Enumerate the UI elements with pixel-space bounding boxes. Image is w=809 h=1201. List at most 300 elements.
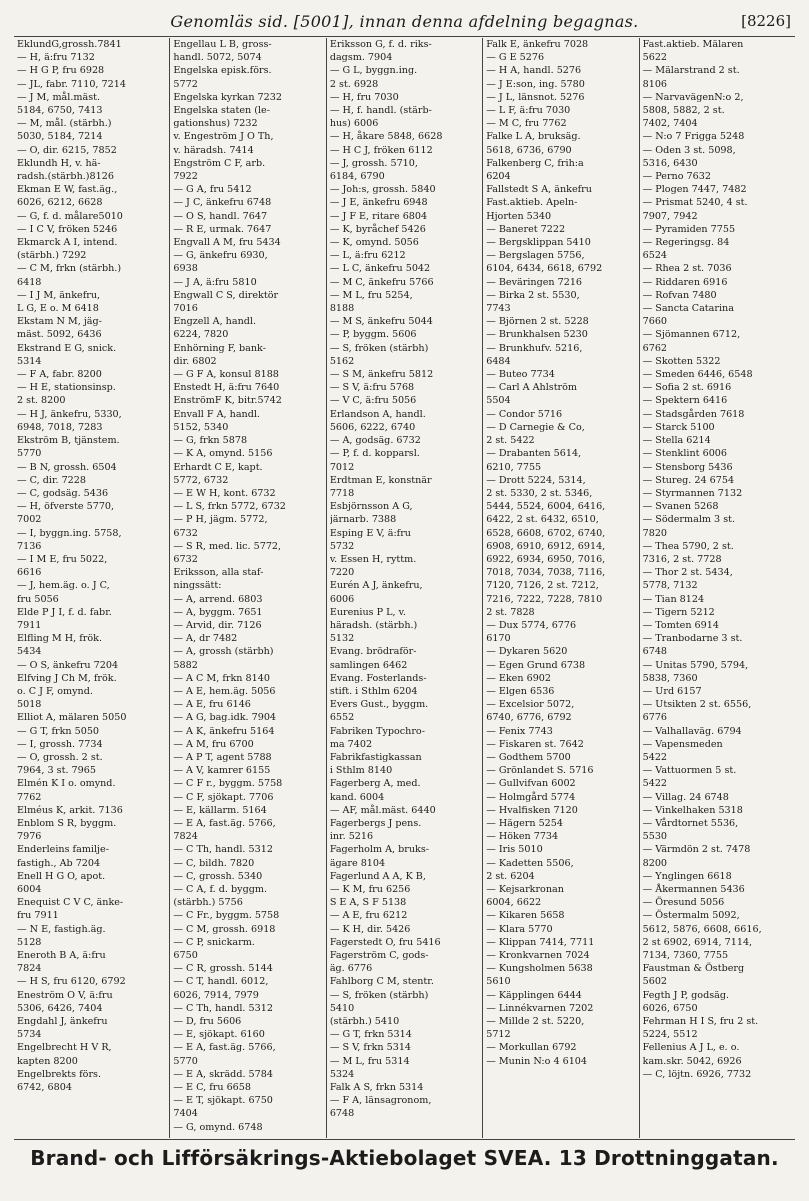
- directory-entry-line: — Rhea 2 st. 7036: [642, 263, 732, 275]
- directory-entry-line: 7762: [17, 791, 42, 803]
- directory-entry-line: — Riddaren 6916: [642, 276, 728, 288]
- directory-entry-line: 2 st. 5422: [486, 435, 535, 447]
- directory-entry-line: dagsm. 7904: [329, 52, 393, 64]
- directory-entry-line: — J, hem.äg. o. J C,: [17, 580, 110, 592]
- directory-entry-line: 5778, 7132: [642, 580, 698, 592]
- directory-entry-line: Ekman E W, fast.äg.,: [17, 184, 118, 196]
- directory-entry-line: — Plogen 7447, 7482: [642, 184, 747, 196]
- directory-entry-line: — J A, ä:fru 5810: [173, 276, 257, 288]
- directory-entry-line: — E, sjökapt. 6160: [173, 1029, 265, 1041]
- directory-entry-line: Evang. Fosterlands-: [329, 672, 427, 684]
- directory-entry-line: — L S, frkn 5772, 6732: [173, 501, 286, 513]
- directory-entry-line: 5530: [642, 831, 668, 843]
- directory-entry-line: (stärbh.) 5410: [329, 1016, 400, 1028]
- directory-entry-line: — C, grossh. 5340: [173, 870, 263, 882]
- directory-entry-line: — Thor 2 st. 5434,: [642, 567, 733, 579]
- directory-entry-line: 6552: [329, 712, 355, 724]
- directory-entry-line: 5504: [486, 395, 511, 407]
- directory-entry-line: v. Engeström J O Th,: [173, 131, 274, 143]
- directory-entry-line: 5324: [329, 1068, 355, 1080]
- directory-entry-line: — K, omynd. 5056: [329, 237, 419, 249]
- directory-entry-line: — G F A, konsul 8188: [173, 369, 279, 381]
- directory-entry-line: 7316, 2 st. 7728: [642, 553, 722, 565]
- directory-entry-line: — I M E, fru 5022,: [17, 553, 108, 565]
- directory-entry-line: — S, fröken (stärbh): [329, 342, 429, 354]
- directory-entry-line: — A C M, frkn 8140: [173, 672, 270, 684]
- directory-entry-line: — G E 5276: [486, 52, 545, 64]
- directory-entry-line: 6948, 7018, 7283: [17, 421, 103, 433]
- directory-entry-line: — A, godsäg. 6732: [329, 435, 421, 447]
- directory-entry-line: 8106: [642, 78, 668, 90]
- directory-entry-line: Fabriken Typochro-: [329, 725, 425, 737]
- directory-entry-line: 5732: [329, 540, 355, 552]
- directory-entry-line: — K, byråchef 5426: [329, 223, 426, 235]
- directory-entry-line: — J, grossh. 5710,: [329, 157, 418, 169]
- directory-entry-line: Eurenius P L, v.: [329, 606, 406, 618]
- directory-entry-line: Fast.aktieb. Mälaren: [642, 39, 744, 50]
- directory-entry-line: — Stadsgården 7618: [642, 408, 745, 420]
- directory-entry-line: Enequist C V C, änke-: [17, 897, 124, 909]
- directory-entry-line: 5162: [329, 355, 355, 367]
- directory-entry-line: — J C, änkefru 6748: [173, 197, 272, 209]
- directory-entry-line: — Unitas 5790, 5794,: [642, 659, 749, 671]
- directory-entry-line: Ekström B, tjänstem.: [17, 435, 120, 447]
- directory-entry-line: 5444, 5524, 6004, 6416,: [486, 501, 606, 513]
- directory-entry-line: 2 st. 6928: [329, 78, 379, 90]
- directory-entry-line: Erhardt C E, kapt.: [173, 461, 263, 473]
- directory-entry-line: 6762: [642, 342, 668, 354]
- directory-entry-line: — Starck 5100: [642, 421, 715, 433]
- directory-entry-line: v. häradsh. 7414: [173, 144, 254, 156]
- directory-entry-line: — Smeden 6446, 6548: [642, 369, 753, 381]
- directory-entry-line: — H, f. handl. (stärb-: [329, 105, 432, 117]
- directory-entry-line: — Linnékvarnen 7202: [486, 1002, 594, 1014]
- directory-entry-line: 6170: [486, 633, 511, 645]
- directory-entry-line: ägare 8104: [329, 857, 386, 869]
- directory-entry-line: 2 st. 5330, 2 st. 5346,: [486, 487, 593, 499]
- directory-entry-line: — Birka 2 st. 5530,: [486, 289, 580, 301]
- directory-entry-line: Falkenberg C, frih:a: [486, 157, 584, 169]
- directory-entry-line: fru 7911: [17, 910, 59, 922]
- directory-entry-line: — Dykaren 5620: [486, 646, 568, 658]
- directory-entry-line: häradsh. (stärbh.): [329, 619, 418, 631]
- footer-divider: [14, 1139, 795, 1140]
- directory-entry-line: — Morkullan 6792: [486, 1042, 577, 1054]
- directory-entry-line: — H G P, fru 6928: [17, 65, 105, 77]
- directory-entry-line: Elmén K I o. omynd.: [17, 778, 116, 790]
- directory-entry-line: — Gullvifvan 6002: [486, 778, 576, 790]
- directory-entry-line: Fegth J P, godsäg.: [642, 989, 730, 1001]
- directory-entry-line: 7018, 7034, 7038, 7116,: [486, 567, 606, 579]
- directory-entry-line: Eneström O V, ä:fru: [17, 989, 113, 1001]
- page-code: [8226]: [741, 12, 791, 30]
- directory-entry-line: — Sjömannen 6712,: [642, 329, 741, 341]
- directory-entry-line: Elliot A, mälaren 5050: [17, 712, 127, 724]
- directory-entry-line: Fallstedt S A, änkefru: [486, 184, 592, 196]
- directory-entry-line: — N:o 7 Frigga 5248: [642, 131, 745, 143]
- directory-entry-line: — Sancta Catarina: [642, 303, 734, 315]
- directory-entry-line: mäst. 5092, 6436: [17, 329, 102, 341]
- directory-entry-line: — Carl A Ahlström: [486, 382, 578, 394]
- directory-entry-line: 6026, 6212, 6628: [17, 197, 103, 209]
- directory-entry-line: 7402, 7404: [642, 118, 698, 130]
- directory-entry-line: — A, grossh (stärbh): [173, 646, 274, 658]
- directory-entry-line: 5422: [642, 751, 668, 763]
- directory-entry-line: — C, löjtn. 6926, 7732: [642, 1068, 752, 1080]
- directory-entry-line: 7824: [173, 831, 198, 843]
- directory-entry-line: — Styrmannen 7132: [642, 487, 743, 499]
- directory-entry-line: ningssätt:: [173, 580, 222, 592]
- directory-entry-line: kam.skr. 5042, 6926: [642, 1055, 742, 1067]
- directory-entry-line: Fagerstedt O, fru 5416: [329, 936, 441, 948]
- directory-entry-line: Fast.aktieb. Apeln-: [486, 197, 578, 209]
- directory-entry-line: Fagerberg A, med.: [329, 778, 421, 790]
- directory-entry-line: 6750: [173, 950, 198, 962]
- directory-entry-line: 5410: [329, 1002, 355, 1014]
- directory-entry-line: — Rofvan 7480: [642, 289, 717, 301]
- directory-entry-line: 5772, 6732: [173, 474, 229, 486]
- directory-entry-line: — A E, fru 6146: [173, 699, 251, 711]
- directory-entry-line: 5316, 6430: [642, 157, 698, 169]
- directory-entry-line: — H, öfverste 5770,: [17, 501, 115, 513]
- directory-entry-line: — A P T, agent 5788: [173, 751, 272, 763]
- directory-entry-line: 7134, 7360, 7755: [642, 950, 729, 962]
- directory-entry-line: — E C, fru 6658: [173, 1082, 251, 1094]
- directory-entry-line: Engelska episk.förs.: [173, 65, 272, 77]
- directory-entry-line: 2 st 6902, 6914, 7114,: [642, 936, 753, 948]
- directory-entry-line: Erdtman E, konstnär: [329, 474, 432, 486]
- directory-entry-line: Engelbrekts förs.: [17, 1068, 102, 1080]
- directory-entry-line: — G A, fru 5412: [173, 184, 252, 196]
- directory-entry-line: Hjorten 5340: [486, 210, 552, 222]
- directory-entry-line: — Skotten 5322: [642, 355, 721, 367]
- directory-entry-line: — I J M, änkefru,: [17, 289, 101, 301]
- directory-entry-line: 7016: [173, 303, 198, 315]
- directory-entry-line: — C M, grossh. 6918: [173, 923, 276, 935]
- directory-entry-line: — C F r., byggm. 5758: [173, 778, 283, 790]
- directory-entry-line: — Villag. 24 6748: [642, 791, 729, 803]
- directory-entry-line: 6204: [486, 171, 511, 183]
- directory-entry-line: Enblom S R, byggm.: [17, 817, 117, 829]
- directory-entry-line: — Baneret 7222: [486, 223, 566, 235]
- directory-entry-line: kapten 8200: [17, 1055, 78, 1067]
- directory-entry-line: Engdahl J, änkefru: [17, 1016, 108, 1028]
- directory-entry-line: 8200: [642, 857, 668, 869]
- directory-entry-line: 7002: [17, 514, 42, 526]
- directory-entry-line: — O S, handl. 7647: [173, 210, 268, 222]
- directory-entry-line: 7136: [17, 540, 42, 552]
- directory-entry-line: — Godthem 5700: [486, 751, 571, 763]
- directory-entry-line: 7660: [642, 316, 668, 328]
- directory-entry-line: — M L, fru 5314: [329, 1055, 410, 1067]
- directory-entry-line: 6224, 7820: [173, 329, 229, 341]
- directory-entry-line: — Ynglingen 6618: [642, 870, 732, 882]
- page-header: [14, 8, 795, 37]
- directory-entry-line: 7907, 7942: [642, 210, 698, 222]
- directory-entry-line: — P, f. d. kopparsl.: [329, 448, 420, 460]
- directory-entry-line: — Tranbodarne 3 st.: [642, 633, 743, 645]
- directory-entry-line: Fahlborg C M, stentr.: [329, 976, 434, 988]
- directory-entry-line: 5602: [642, 976, 668, 988]
- directory-entry-line: 6938: [173, 263, 198, 275]
- directory-entry-line: 7220: [329, 567, 355, 579]
- directory-entry-line: — Pyramiden 7755: [642, 223, 736, 235]
- directory-entry-line: Elméus K, arkit. 7136: [17, 804, 123, 816]
- directory-entry-line: — H, åkare 5848, 6628: [329, 131, 443, 143]
- directory-entry-line: — Spektern 6416: [642, 395, 728, 407]
- directory-entry-line: Fabrikfastigkassan: [329, 751, 422, 763]
- directory-entry-line: — C M, frkn (stärbh.): [17, 263, 122, 275]
- directory-entry-line: — I, grossh. 7734: [17, 738, 103, 750]
- directory-entry-line: — Tigern 5212: [642, 606, 715, 618]
- directory-entry-line: Elfving J Ch M, frök.: [17, 672, 117, 684]
- directory-entry-line: 7911: [17, 619, 42, 631]
- directory-entry-line: — Valhallaväg. 6794: [642, 725, 742, 737]
- directory-entry-line: — B N, grossh. 6504: [17, 461, 117, 473]
- directory-entry-line: — C, bildh. 7820: [173, 857, 255, 869]
- directory-entry-line: — Stensborg 5436: [642, 461, 733, 473]
- directory-entry-line: — Svanen 5268: [642, 501, 719, 513]
- directory-entry-line: 2 st. 6204: [486, 870, 535, 882]
- directory-entry-line: 8188: [329, 303, 355, 315]
- directory-entry-line: 6732: [173, 527, 198, 539]
- directory-entry-line: Engelska kyrkan 7232: [173, 91, 282, 103]
- directory-entry-line: — C Th, handl. 5312: [173, 1002, 273, 1014]
- directory-entry-line: Fagerlund A A, K B,: [329, 870, 426, 882]
- directory-entry-line: — L C, änkefru 5042: [329, 263, 431, 275]
- directory-entry-line: (stärbh.) 7292: [17, 250, 87, 262]
- directory-entry-line: — Hägern 5254: [486, 817, 563, 829]
- directory-entry-line: — A, byggm. 7651: [173, 606, 263, 618]
- directory-columns: [14, 38, 795, 1138]
- directory-entry-line: 5434: [17, 646, 42, 658]
- directory-entry-line: — Urd 6157: [642, 685, 702, 697]
- directory-entry-line: 7824: [17, 963, 42, 975]
- directory-entry-line: EklundG,grossh.7841: [17, 39, 122, 50]
- directory-entry-line: 5610: [486, 976, 511, 988]
- directory-entry-line: — O, dir. 6215, 7852: [17, 144, 117, 156]
- directory-entry-line: S E A, S F 5138: [329, 897, 407, 909]
- directory-column-3: [326, 38, 482, 1138]
- directory-entry-line: 6484: [486, 355, 511, 367]
- directory-entry-line: ma 7402: [329, 738, 373, 750]
- directory-entry-line: Faustman & Östberg: [642, 963, 745, 975]
- directory-entry-line: 6908, 6910, 6912, 6914,: [486, 540, 606, 552]
- directory-entry-line: — E, källarm. 5164: [173, 804, 267, 816]
- directory-entry-line: — C R, grossh. 5144: [173, 963, 273, 975]
- directory-entry-line: 7216, 7222, 7228, 7810: [486, 593, 603, 605]
- directory-entry-line: — Brunkhalsen 5230: [486, 329, 588, 341]
- directory-entry-line: — E A, skrädd. 5784: [173, 1068, 273, 1080]
- directory-entry-line: 7718: [329, 487, 355, 499]
- directory-entry-line: — E W H, kont. 6732: [173, 487, 276, 499]
- directory-entry-line: Eneroth B A, ä:fru: [17, 950, 106, 962]
- directory-entry-line: — M L, fru 5254,: [329, 289, 413, 301]
- directory-entry-line: 5882: [173, 659, 198, 671]
- directory-entry-line: Engelbrecht H V R,: [17, 1042, 112, 1054]
- directory-entry-line: — Drabanten 5614,: [486, 448, 582, 460]
- directory-entry-line: — C, dir. 7228: [17, 474, 86, 486]
- directory-entry-line: — Condor 5716: [486, 408, 563, 420]
- directory-entry-line: — H J, änkefru, 5330,: [17, 408, 122, 420]
- directory-entry-line: Enderleins familje-: [17, 844, 109, 856]
- directory-entry-line: — Iris 5010: [486, 844, 543, 856]
- directory-entry-line: 5030, 5184, 7214: [17, 131, 103, 143]
- directory-column-2: [169, 38, 325, 1138]
- directory-entry-line: — M C, fru 7762: [486, 118, 567, 130]
- directory-entry-line: — Dux 5774, 6776: [486, 619, 577, 631]
- directory-entry-line: 7012: [329, 461, 355, 473]
- directory-entry-line: — Regeringsg. 84: [642, 237, 730, 249]
- directory-entry-line: — Grönlandet S. 5716: [486, 765, 594, 777]
- directory-entry-line: 5618, 6736, 6790: [486, 144, 572, 156]
- directory-entry-line: 6104, 6434, 6618, 6792: [486, 263, 603, 275]
- directory-entry-line: kand. 6004: [329, 791, 385, 803]
- directory-entry-line: Enhörning F, bank-: [173, 342, 266, 354]
- directory-entry-line: — G L, byggn.ing.: [329, 65, 418, 77]
- directory-entry-line: 5808, 5882, 2 st.: [642, 105, 725, 117]
- directory-entry-line: — Tomten 6914: [642, 619, 719, 631]
- directory-entry-line: — I, byggn.ing. 5758,: [17, 527, 122, 539]
- directory-entry-line: — G, f. d. målare5010: [17, 210, 123, 222]
- directory-entry-line: Fellenius A J L, e. o.: [642, 1042, 740, 1054]
- directory-entry-line: — Kikaren 5658: [486, 910, 565, 922]
- directory-entry-line: Enstedt H, ä:fru 7640: [173, 382, 280, 394]
- directory-entry-line: — Hvalfisken 7120: [486, 804, 578, 816]
- directory-entry-line: — Beväringen 7216: [486, 276, 583, 288]
- directory-entry-line: — H E, stationsinsp.: [17, 382, 116, 394]
- directory-entry-line: — C, godsäg. 5436: [17, 487, 109, 499]
- directory-entry-line: Engzell A, handl.: [173, 316, 257, 328]
- directory-entry-line: Esping E V, ä:fru: [329, 527, 411, 539]
- directory-column-5: [639, 38, 795, 1138]
- directory-entry-line: Esbjörnsson A G,: [329, 501, 413, 513]
- directory-entry-line: — J E:son, ing. 5780: [486, 78, 585, 90]
- directory-entry-line: — V C, ä:fru 5056: [329, 395, 417, 407]
- directory-entry-line: — Kadetten 5506,: [486, 857, 574, 869]
- directory-entry-line: — Höken 7734: [486, 831, 559, 843]
- directory-entry-line: — Buteo 7734: [486, 369, 555, 381]
- directory-entry-line: — L, ä:fru 6212: [329, 250, 406, 262]
- directory-entry-line: äg. 6776: [329, 963, 373, 975]
- directory-column-4: [482, 38, 638, 1138]
- directory-entry-line: — Arvid, dir. 7126: [173, 619, 262, 631]
- directory-entry-line: 6006: [329, 593, 355, 605]
- directory-entry-line: 7404: [173, 1108, 198, 1120]
- directory-entry-line: 5612, 5876, 6608, 6616,: [642, 923, 762, 935]
- directory-entry-line: — M, mål. (stärbh.): [17, 118, 112, 130]
- directory-entry-line: 5712: [486, 1029, 511, 1041]
- directory-entry-line: — G, frkn 5878: [173, 435, 248, 447]
- directory-entry-line: — H S, fru 6120, 6792: [17, 976, 126, 988]
- directory-entry-line: — H, ä:fru 7132: [17, 52, 95, 64]
- directory-entry-line: (stärbh.) 5756: [173, 897, 243, 909]
- directory-entry-line: — G, änkefru 6930,: [173, 250, 268, 262]
- directory-entry-line: — A, arrend. 6803: [173, 593, 263, 605]
- directory-column-1: [14, 38, 169, 1138]
- directory-entry-line: — G, omynd. 6748: [173, 1121, 263, 1133]
- directory-entry-line: — N E, fastigh.äg.: [17, 923, 106, 935]
- directory-entry-line: Erlandson A, handl.: [329, 408, 426, 420]
- directory-entry-line: 7922: [173, 171, 198, 183]
- directory-entry-line: — F A, fabr. 8200: [17, 369, 102, 381]
- directory-entry-line: — Stenklint 6006: [642, 448, 728, 460]
- directory-entry-line: — G T, frkn 5050: [17, 725, 100, 737]
- directory-entry-line: Enell H G O, apot.: [17, 870, 106, 882]
- directory-entry-line: 5184, 6750, 7413: [17, 105, 103, 117]
- directory-entry-line: inr. 5216: [329, 831, 374, 843]
- directory-entry-line: — M S, änkefru 5044: [329, 316, 433, 328]
- directory-entry-line: 5422: [642, 778, 668, 790]
- advertisement-footer: Brand- och Lifförsäkrings-Aktiebolaget SVEA. 13 Drottninggatan.: [30, 1146, 779, 1170]
- directory-entry-line: — NarvavägenN:o 2,: [642, 91, 744, 103]
- directory-entry-line: Fehrman H I S, fru 2 st.: [642, 1016, 759, 1028]
- directory-entry-line: 5132: [329, 633, 355, 645]
- directory-entry-line: — Utsikten 2 st. 6556,: [642, 699, 752, 711]
- directory-entry-line: — Björnen 2 st. 5228: [486, 316, 589, 328]
- directory-entry-line: — L F, ä:fru 7030: [486, 105, 571, 117]
- directory-entry-line: — Joh:s, grossh. 5840: [329, 184, 436, 196]
- directory-entry-line: Falke L A, bruksäg.: [486, 131, 581, 143]
- directory-entry-line: — A K, änkefru 5164: [173, 725, 275, 737]
- directory-entry-line: 6026, 6750: [642, 1002, 698, 1014]
- directory-entry-line: 6004: [17, 884, 42, 895]
- directory-entry-line: 5770: [17, 448, 42, 460]
- directory-entry-line: 6210, 7755: [486, 461, 542, 473]
- directory-entry-line: — Elgen 6536: [486, 685, 555, 697]
- directory-entry-line: — Prismat 5240, 4 st.: [642, 197, 748, 209]
- directory-entry-line: 7743: [486, 303, 511, 315]
- directory-entry-line: samlingen 6462: [329, 659, 408, 671]
- directory-entry-line: — H, fru 7030: [329, 91, 399, 103]
- directory-entry-line: handl. 5072, 5074: [173, 52, 262, 64]
- directory-entry-line: stift. i Sthlm 6204: [329, 685, 418, 697]
- directory-entry-line: o. C J F, omynd.: [17, 685, 93, 697]
- directory-entry-line: — Östermalm 5092,: [642, 910, 740, 922]
- directory-entry-line: — O S, änkefru 7204: [17, 659, 119, 671]
- directory-entry-line: — A E, fru 6212: [329, 910, 408, 922]
- directory-entry-line: — Drott 5224, 5314,: [486, 474, 586, 486]
- directory-entry-line: 2 st. 7828: [486, 606, 535, 618]
- directory-entry-line: fastigh., Ab 7204: [17, 857, 101, 869]
- directory-entry-line: — Millde 2 st. 5220,: [486, 1016, 585, 1028]
- directory-entry-line: — Brunkhufv. 5216,: [486, 342, 583, 354]
- directory-entry-line: — Kejsarkronan: [486, 884, 564, 895]
- directory-entry-line: 7820: [642, 527, 668, 539]
- directory-entry-line: — Oden 3 st. 5098,: [642, 144, 736, 156]
- directory-entry-line: L G, E o. M 6418: [17, 303, 99, 315]
- directory-entry-line: Elfling M H, frök.: [17, 633, 103, 645]
- directory-entry-line: Engellau L B, gross-: [173, 39, 272, 50]
- directory-entry-line: 6004, 6622: [486, 897, 542, 909]
- directory-entry-line: 6026, 7914, 7979: [173, 989, 259, 1001]
- directory-entry-line: 7964, 3 st. 7965: [17, 765, 96, 777]
- directory-entry-line: Engvall A M, fru 5434: [173, 237, 281, 249]
- directory-entry-line: 6748: [642, 646, 668, 658]
- directory-entry-line: Fagerholm A, bruks-: [329, 844, 430, 856]
- directory-entry-line: — Vapensmeden: [642, 738, 723, 750]
- directory-entry-line: 6922, 6934, 6950, 7016,: [486, 553, 606, 565]
- directory-entry-line: — Excelsior 5072,: [486, 699, 575, 711]
- directory-entry-line: — Klara 5770: [486, 923, 553, 935]
- directory-entry-line: — G T, frkn 5314: [329, 1029, 412, 1041]
- directory-entry-line: Engström C F, arb.: [173, 157, 266, 169]
- directory-entry-line: 6740, 6776, 6792: [486, 712, 572, 724]
- directory-entry-line: — P H, jägm. 5772,: [173, 514, 268, 526]
- directory-entry-line: — J F E, ritare 6804: [329, 210, 428, 222]
- directory-entry-line: — Öresund 5056: [642, 897, 725, 909]
- directory-entry-line: järnarb. 7388: [329, 514, 397, 526]
